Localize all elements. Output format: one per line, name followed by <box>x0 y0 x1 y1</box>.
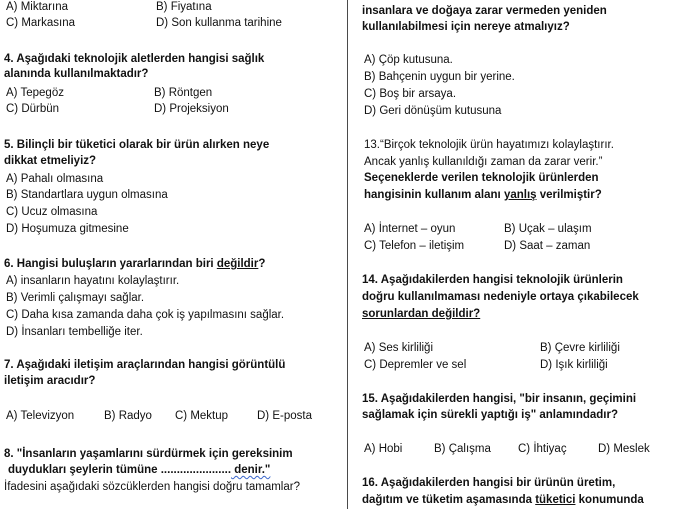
q16-stem-end: konumunda <box>575 494 644 506</box>
q7-option-a[interactable] <box>6 409 74 424</box>
q5-option-c[interactable]: C) Ucuz olmasına <box>6 206 98 218</box>
q12-option-a[interactable]: A) Çöp kutusuna. <box>364 54 453 66</box>
q4-option-d[interactable]: D) Projeksiyon <box>154 103 229 115</box>
q4-stem-line-2: alanında kullanılmaktadır? <box>4 68 149 80</box>
q14-option-b[interactable]: B) Çevre kirliliği <box>540 342 620 354</box>
q7-option-a-text: A) Televizyon <box>6 410 75 422</box>
q13-option-c[interactable]: C) Telefon – iletişim <box>364 240 465 252</box>
q6-option-d[interactable]: D) İnsanları tembelliğe iter. <box>6 326 143 338</box>
q8-blank: ...................... <box>160 464 232 476</box>
q4-option-b[interactable]: B) Röntgen <box>154 87 213 99</box>
q13-stem-line-2: Ancak yanlış kullanıldığı zaman da zarar verir.” <box>364 156 603 168</box>
q6-option-b[interactable]: B) Verimli çalışmayı sağlar. <box>6 292 145 304</box>
q13-stem-emphasis: yanlış <box>503 189 537 201</box>
q7-stem-line-1: 7. Aşağıdaki iletişim araçlarından hangisi görüntülü <box>4 359 286 371</box>
q16-stem-emphasis: tüketici <box>535 494 576 506</box>
q7-option-c[interactable]: C) Mektup <box>175 410 229 422</box>
q5-stem-line-2: dikkat etmeliyiz? <box>4 155 97 167</box>
q12-option-b[interactable]: B) Bahçenin uygun bir yerine. <box>364 71 515 83</box>
q5-option-d[interactable]: D) Hoşumuza gitmesine <box>6 223 129 235</box>
q15-option-a[interactable]: A) Hobi <box>364 443 403 455</box>
q5-option-a[interactable]: A) Pahalı olmasına <box>6 173 104 185</box>
q6-stem-emphasis: değildir <box>216 258 259 270</box>
q13-stem-line-3: Seçeneklerde verilen teknolojik ürünlerden <box>364 172 599 184</box>
column-divider <box>347 0 348 509</box>
q7-stem-line-2: iletişim aracıdır? <box>4 375 96 387</box>
q15-option-c[interactable]: C) İhtiyaç <box>518 443 567 455</box>
q14-option-d[interactable]: D) Işık kirliliği <box>540 359 608 371</box>
q6-option-a[interactable]: A) insanların hayatını kolaylaştırır. <box>6 275 180 287</box>
q3-option-c[interactable]: C) Markasına <box>6 17 76 29</box>
q8-stem-line-1: 8. "İnsanların yaşamlarını sürdürmek için gereksinim <box>4 448 293 460</box>
q14-option-a[interactable]: A) Ses kirliliği <box>364 342 434 354</box>
q3-option-d[interactable]: D) Son kullanma tarihine <box>156 17 282 29</box>
q6-stem-end: ? <box>258 258 266 270</box>
q4-stem-line-1: 4. Aşağıdaki teknolojik aletlerden hangisi sağlık <box>4 53 265 65</box>
q6-stem-text: 6. Hangisi buluşların yararlarından biri <box>4 258 217 270</box>
q13-stem-text: hangisinin kullanım alanı <box>364 189 504 201</box>
q12-option-c[interactable]: C) Boş bir arsaya. <box>364 88 457 100</box>
q3-option-b[interactable]: B) Fiyatına <box>156 1 212 13</box>
q15-stem-line-2: sağlamak için sürekli yaptığı iş" anlamındadır? <box>362 409 618 421</box>
q16-stem-line-1: 16. Aşağıdakilerden hangisi bir ürünün üretim, <box>362 477 616 489</box>
q5-option-b[interactable]: B) Standartlara uygun olmasına <box>6 189 168 201</box>
q7-option-d[interactable]: D) E-posta <box>257 410 312 422</box>
q7-option-b[interactable]: B) Radyo <box>104 410 152 422</box>
q13-stem-line-4 <box>364 188 602 203</box>
q13-option-b[interactable]: B) Uçak – ulaşım <box>504 223 592 235</box>
q13-option-a[interactable]: A) İnternet – oyun <box>364 223 456 235</box>
q12-option-d[interactable]: D) Geri dönüşüm kutusuna <box>364 105 502 117</box>
q15-option-d[interactable]: D) Meslek <box>598 443 650 455</box>
q13-stem-line-1: 13.“Birçok teknolojik ürün hayatımızı kolaylaştırır. <box>364 139 614 151</box>
q15-stem-line-1: 15. Aşağıdakilerden hangisi, "bir insanın, geçimini <box>362 393 637 405</box>
q14-option-c[interactable]: C) Depremler ve sel <box>364 359 467 371</box>
q16-stem-line-2 <box>362 493 644 508</box>
q8-stem-text: duydukları şeylerin tümüne <box>8 464 161 476</box>
q14-stem-line-1: 14. Aşağıdakilerden hangisi teknolojik ürünlerin <box>362 274 623 286</box>
q14-stem-line-3: sorunlardan değildir? <box>362 308 481 320</box>
q13-option-d[interactable]: D) Saat – zaman <box>504 240 591 252</box>
q8-stem-end: denir." <box>231 464 271 476</box>
q6-option-c[interactable]: C) Daha kısa zamanda daha çok iş yapılmasını sağlar. <box>6 309 285 321</box>
q5-stem-line-1: 5. Bilinçli bir tüketici olarak bir ürün alırken neye <box>4 139 270 151</box>
q12-stem-line-2: kullanılabilmesi için nereye atmalıyız? <box>362 21 570 33</box>
q8-stem-line-3: İfadesini aşağıdaki sözcüklerden hangisi doğru tamamlar? <box>4 481 300 493</box>
q16-stem-text: dağıtım ve tüketim aşamasında <box>362 494 536 506</box>
q6-stem <box>4 257 265 272</box>
q14-stem-line-2: doğru kullanılmaması nedeniyle ortaya çıkabilecek <box>362 291 639 303</box>
q12-stem-line-1: insanlara ve doğaya zarar vermeden yeniden <box>362 5 607 17</box>
q13-stem-end: verilmiştir? <box>536 189 602 201</box>
q3-option-a[interactable]: A) Miktarına <box>6 1 68 13</box>
q4-option-a[interactable]: A) Tepegöz <box>6 87 64 99</box>
q4-option-c[interactable]: C) Dürbün <box>6 103 60 115</box>
q15-option-b[interactable]: B) Çalışma <box>434 443 491 455</box>
q8-stem-line-2 <box>8 463 270 478</box>
